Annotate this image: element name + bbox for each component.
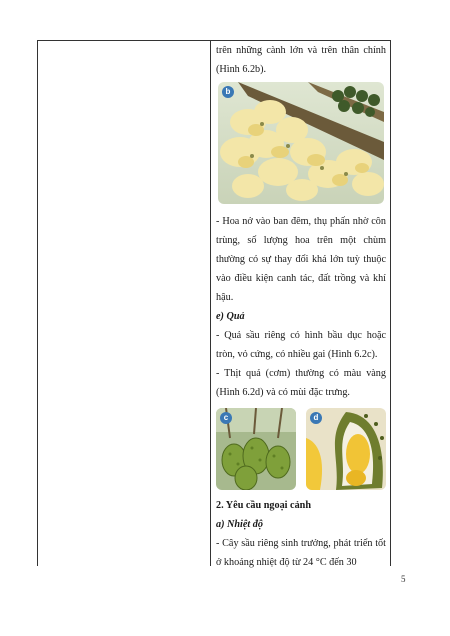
temperature-paragraph: - Cây sầu riêng sinh trưởng, phát triển tốt ở khoảng nhiệt độ từ 24 °C đến 30 xyxy=(216,538,386,568)
table-column-divider xyxy=(210,40,211,566)
durian-flower-photo xyxy=(218,82,384,204)
flower-paragraph: - Hoa nở vào ban đêm, thụ phấn nhờ côn trùng, số lượng hoa trên một chùm thường có sự thay đổi khá lớn tuỳ thuộc vào điều kiện canh tác, đất trồng và khí hậu. xyxy=(216,216,386,303)
fruit-heading: e) Quả xyxy=(216,311,245,322)
section-heading: 2. Yêu cầu ngoại cảnh xyxy=(216,500,311,511)
temperature-heading: a) Nhiệt độ xyxy=(216,519,263,530)
figure-d-badge: d xyxy=(310,412,322,424)
fruit-paragraph-2: - Thịt quả (cơm) thường có màu vàng (Hình 6.2d) và có mùi đặc trưng. xyxy=(216,368,386,398)
durian-fruits-photo xyxy=(216,408,296,490)
fruit-photos-row xyxy=(216,408,386,490)
page-number: 5 xyxy=(401,574,406,584)
figure-b-badge: b xyxy=(222,86,234,98)
durian-flesh-photo xyxy=(306,408,386,490)
fruit-paragraph-1: - Quả sầu riêng có hình bầu dục hoặc tròn, vỏ cứng, có nhiều gai (Hình 6.2c). xyxy=(216,330,386,360)
right-column-content xyxy=(216,41,386,572)
figure-c-badge: c xyxy=(220,412,232,424)
intro-text: trên những cành lớn và trên thân chính (Hình 6.2b). xyxy=(216,45,386,75)
